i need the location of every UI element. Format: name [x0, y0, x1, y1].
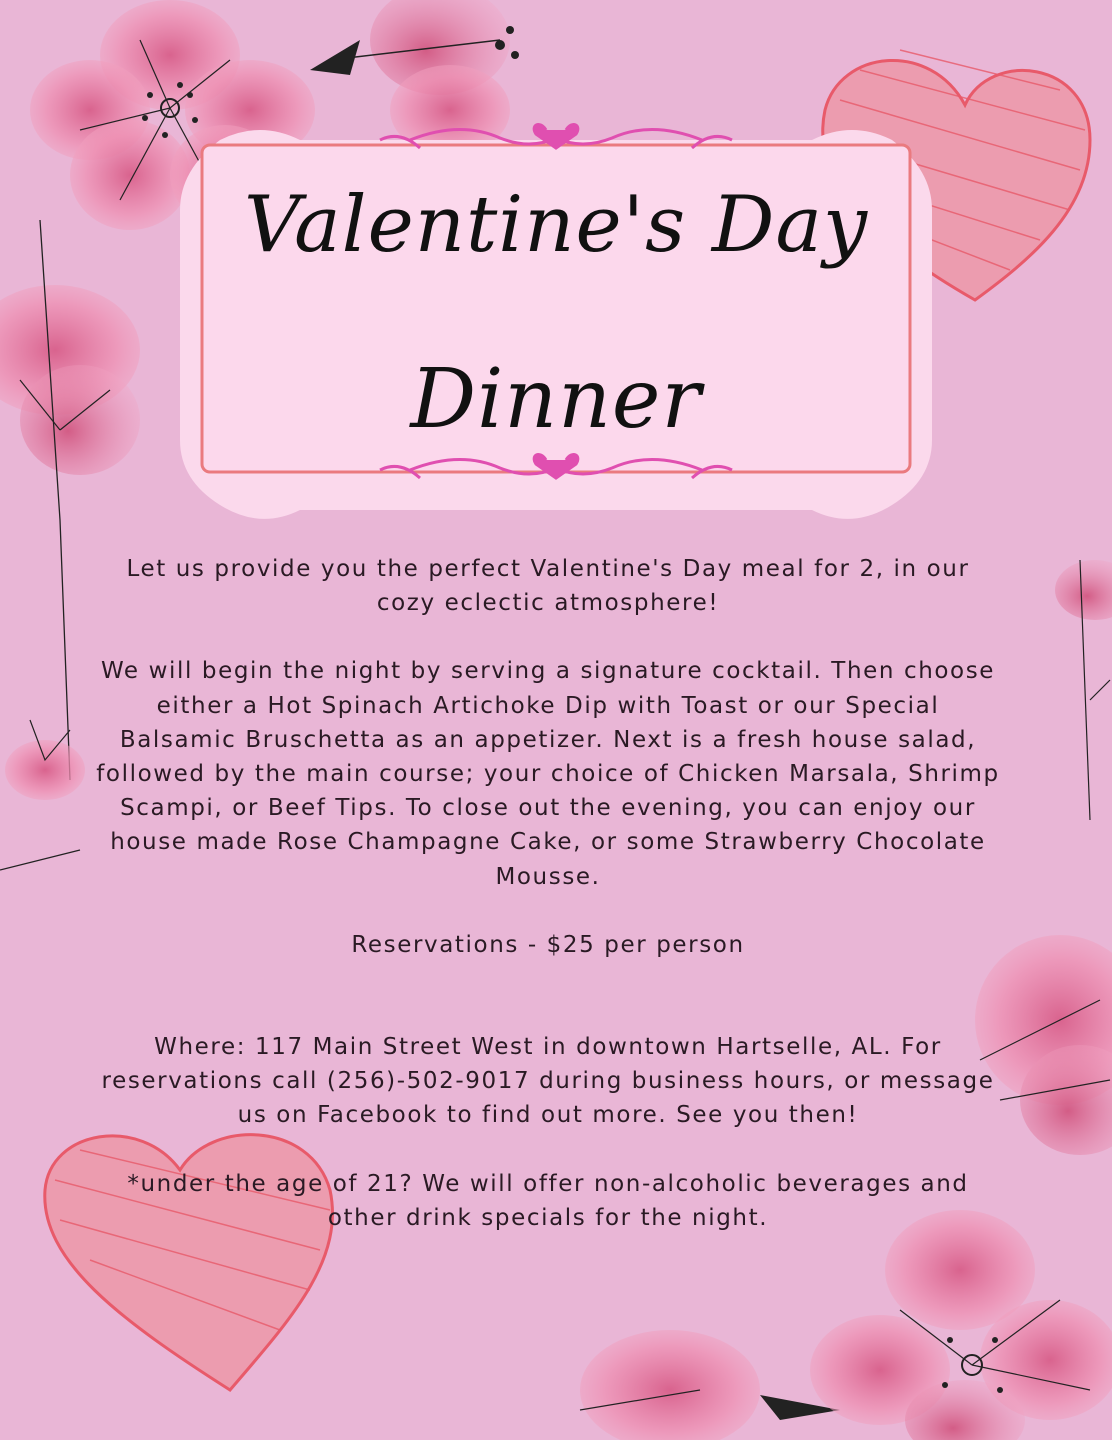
- page-title: [200, 150, 912, 470]
- reservations-price: Reservations - $25 per person: [351, 931, 745, 958]
- age-note: *under the age of 21? We will offer non-alcoholic beverages and other drink specials for the night.: [127, 1170, 969, 1231]
- flyer-body: [95, 552, 1001, 1235]
- location-paragraph: Where: 117 Main Street West in downtown Hartselle, AL. For reservations call (256)-502-9017 during business hours, or message us on Facebook to find out more. See you then!: [101, 1034, 995, 1129]
- flower-icon: [1055, 560, 1112, 820]
- flower-icon: [0, 720, 85, 870]
- menu-paragraph: We will begin the night by serving a signature cocktail. Then choose either a Hot Spinach Artichoke Dip with Toast or our Special Balsamic Bruschetta as an appetizer. Next is a fresh house salad, followed by the main course; your choice of Chicken Marsala, Shrimp Scampi, or Beef Tips. To close out the evening, you can enjoy our house made Rose Champagne Cake, or some Strawberry Chocolate Mousse.: [96, 658, 1000, 890]
- title-line-2: Dinner: [410, 352, 702, 447]
- flower-icon: [580, 1330, 840, 1440]
- title-line-1: Valentine's Day: [243, 180, 869, 270]
- flower-icon: [810, 1210, 1112, 1440]
- intro-paragraph: Let us provide you the perfect Valentine's Day meal for 2, in our cozy eclectic atmosphere!: [126, 556, 970, 617]
